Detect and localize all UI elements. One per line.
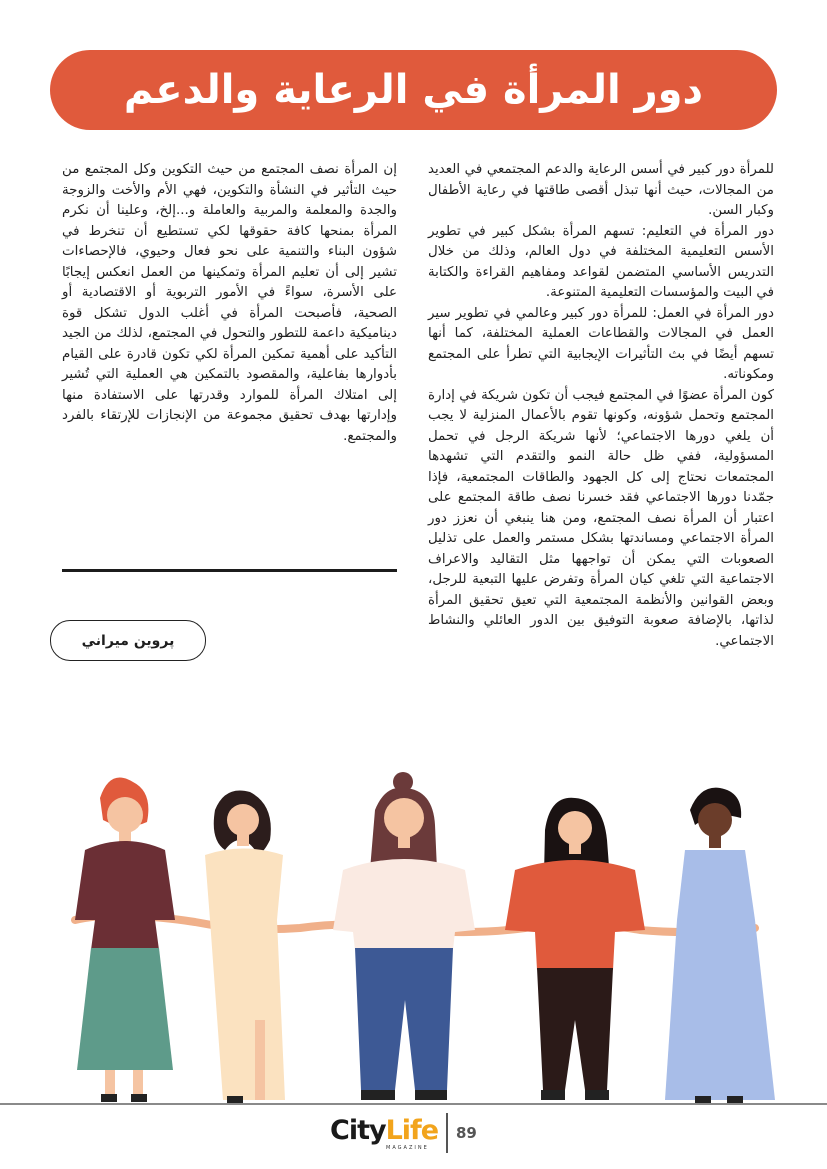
left-column bbox=[62, 160, 397, 447]
paragraph: دور المرأة في العمل: للمرأة دور كبير وعالمي في تطوير سير العمل في المجالات والقطاعات العملية المختلفة، كما أنها تسهم أيضًا في بث التأثيرات الإيجابية التي تطرأ على المجتمع ومكوناته. bbox=[428, 305, 774, 382]
paragraph: إن المرأة نصف المجتمع من حيث التكوين وكل المجتمع من حيث التأثير في النشأة والتكوين، فهي الأم والأخت والزوجة والجدة والمعلمة والمربية والعاملة و...إلخ، وعلينا أن نكرم المرأة بمنحها كافة حقوقها لكي تستطيع أن تنخرط في شؤون البناء والتنمية على نحو فعال وحيوي، فالإحصاءات تشير إلى أن تعليم المرأة وتمكينها من العمل انعكس إيجابًا على الأسرة، سواءً في الأمور التربوية أو الاقتصادية أو الصحية، فأصبحت المرأة في أغلب الدول تشكل قوة ديناميكية داعمة للتطور والتحول في المجتمع، لذلك من الجيد التأكيد على أهمية تمكين المرأة لكي تكون قادرة على القيام بأدوارها بفاعلية، والمقصود بالتمكين هي العملية التي تُشير إلى امتلاك المرأة للموارد وقدرتها على الاستفادة منها وإدارتها بهدف تحقيق مجموعة من الإنجازات للإرتقاء بالفرد والمجتمع. bbox=[62, 162, 397, 444]
woman-2-figure bbox=[205, 790, 285, 1104]
logo-life-text: Life bbox=[385, 1115, 439, 1146]
footer-divider bbox=[0, 1103, 827, 1105]
paragraph: دور المرأة في التعليم: تسهم المرأة بشكل كبير في تطوير الأسس التعليمية المختلفة في دول العالم، وذلك من خلال التدريس الأساسي المتضمن لقواعد ومفاهيم القراءة والكتابة في البيت والمؤسسات التعليمية المتنوعة. bbox=[428, 223, 774, 300]
page-title: دور المرأة في الرعاية والدعم bbox=[123, 67, 704, 113]
page-number: 89 bbox=[456, 1124, 477, 1142]
author-badge bbox=[50, 620, 206, 661]
woman-3-figure bbox=[333, 772, 475, 1100]
citylife-logo bbox=[330, 1115, 438, 1155]
logo-tagline: MAGAZINE bbox=[386, 1145, 429, 1151]
footer-separator bbox=[446, 1113, 448, 1153]
logo-city-text: City bbox=[330, 1115, 386, 1146]
author-name: پروين ميراني bbox=[81, 632, 175, 649]
paragraph: للمرأة دور كبير في أسس الرعاية والدعم المجتمعي في العديد من المجالات، حيث أنها تبذل أقصى طاقتها في رعاية الأطفال وكبار السن. bbox=[428, 162, 774, 218]
paragraph: كون المرأة عضوًا في المجتمع فيجب أن تكون شريكة في إدارة المجتمع وتحمل شؤونه، وكونها تقوم بالأعمال المنزلية لا يجب أن يلغي دورها الاجتماعي؛ لأنها شريكة الرجل في تحمل المسؤولية، ففي ظل حالة النمو والتقدم التي تشهدها المجتمعات نحتاج إلى كل الجهود والطاقات المجتمعية، فإذا جمّدنا دورها الاجتماعي فقد خسرنا نصف طاقة المجتمع على اعتبار أن المرأة نصف المجتمع، ومن هنا ينبغي أن نعزز دور المرأة الاجتماعي ومساندتها بشكل مستمر والعمل على تذليل الصعوبات التي يمكن أن تواجهها مثل التقاليد والاعراف الاجتماعية التي تلغي كيان المرأة وتفرض عليها التبعية للرجل، وبعض القوانين والأنظمة المجتمعية التي تعيق تحقيق المرأة لذاتها، بالإضافة صعوبة التوفيق بين الدور العائلي والنشاط الاجتماعي. bbox=[428, 387, 774, 649]
woman-4-figure bbox=[505, 798, 645, 1100]
right-column bbox=[428, 160, 774, 652]
divider bbox=[62, 569, 397, 572]
woman-1-figure bbox=[75, 778, 175, 1102]
woman-5-figure bbox=[665, 788, 775, 1104]
women-holding-hands-illustration bbox=[55, 770, 775, 1110]
title-banner bbox=[50, 50, 777, 130]
